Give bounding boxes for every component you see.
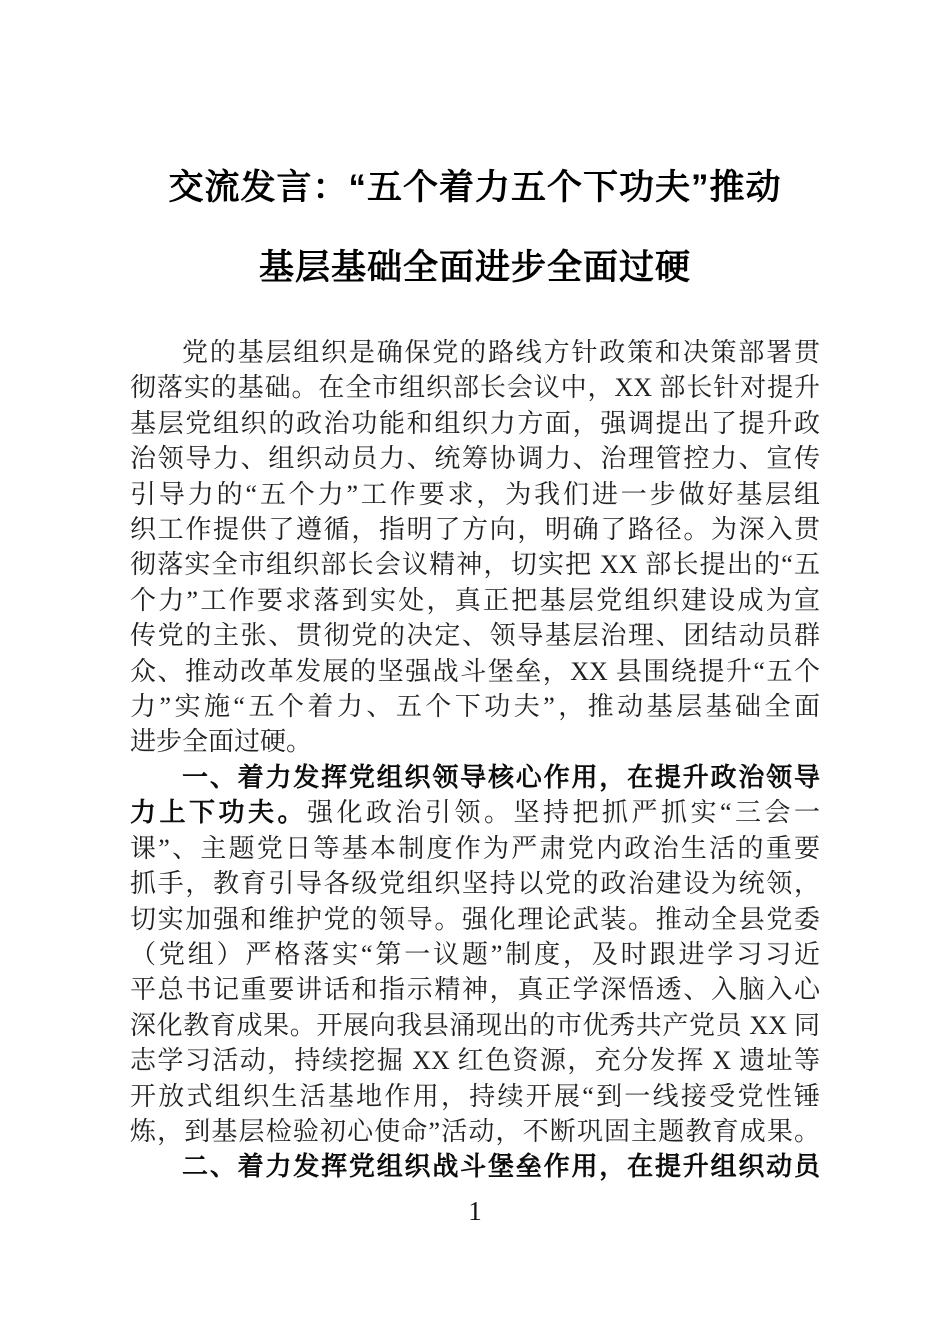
body-text-segment: 个力”工作要求落到实处，真正把基层党组织建设成为宣 [130, 585, 820, 615]
body-line [130, 972, 820, 1007]
body-text-segment: 力”实施“五个着力、五个下功夫”，推动基层基础全面 [130, 692, 820, 722]
body-text-segment: 炼，到基层检验初心使命”活动，不断巩固主题教育成果。 [130, 1116, 820, 1146]
body-text-segment: 彻落实的基础。在全市组织部长会议中，XX 部长针对提升 [130, 373, 820, 403]
body-line [130, 370, 820, 405]
body-text-segment: 引导力的“五个力”工作要求，为我们进一步做好基层组 [130, 479, 820, 509]
body-line [130, 406, 820, 441]
document-body [130, 335, 820, 1185]
body-text-segment: 传党的主张、贯彻党的决定、领导基层治理、团结动员群 [130, 621, 820, 651]
body-text-segment: 课”、主题党日等基本制度作为严肃党内政治生活的重要 [130, 833, 820, 863]
body-line [130, 335, 820, 370]
body-text-segment: 平总书记重要讲话和指示精神，真正学深悟透、入脑入心 [130, 975, 820, 1005]
body-text-segment: 一、着力发挥党组织领导核心作用，在提升政治领导 [182, 762, 820, 792]
body-line [130, 618, 820, 653]
body-text-segment: （党组）严格落实“第一议题”制度，及时跟进学习习近 [130, 939, 820, 969]
body-text-segment: 强化政治引领。坚持把抓严抓实“三会一 [306, 798, 820, 828]
document-title [0, 148, 950, 308]
body-text-segment: 众、推动改革发展的坚强战斗堡垒，XX 县围绕提升“五个 [130, 656, 820, 686]
body-line [130, 1114, 820, 1149]
body-text-segment: 深化教育成果。开展向我县涌现出的市优秀共产党员 XX 同 [130, 1010, 820, 1040]
body-line [130, 724, 820, 759]
body-line [130, 1149, 820, 1184]
body-text-segment: 抓手，教育引导各级党组织坚持以党的政治建设为统领， [130, 869, 820, 899]
body-line [130, 441, 820, 476]
body-line [130, 1079, 820, 1114]
body-line [130, 866, 820, 901]
body-line [130, 654, 820, 689]
body-line [130, 902, 820, 937]
body-text-segment: 志学习活动，持续挖掘 XX 红色资源，充分发挥 X 遗址等 [130, 1046, 820, 1076]
body-text-segment: 力上下功夫。 [130, 798, 307, 828]
body-line [130, 937, 820, 972]
body-line [130, 1043, 820, 1078]
body-line [130, 477, 820, 512]
body-line [130, 831, 820, 866]
body-text-segment: 党的基层组织是确保党的路线方针政策和决策部署贯 [182, 338, 820, 367]
body-text-segment: 开放式组织生活基地作用，持续开展“到一线接受党性锤 [130, 1081, 820, 1111]
page-number: 1 [468, 1195, 482, 1226]
body-text-segment: 织工作提供了遵循，指明了方向，明确了路径。为深入贯 [130, 515, 820, 545]
body-line [130, 583, 820, 618]
body-line [130, 760, 820, 795]
title-line-1: 交流发言：“五个着力五个下功夫”推动 [168, 168, 782, 207]
body-text-segment: 治领导力、组织动员力、统筹协调力、治理管控力、宣传 [130, 444, 820, 474]
body-line [130, 547, 820, 582]
body-text-segment: 切实加强和维护党的领导。强化理论武装。推动全县党委 [130, 904, 820, 934]
title-line-2: 基层基础全面进步全面过硬 [258, 248, 691, 287]
body-line [130, 689, 820, 724]
body-line [130, 1008, 820, 1043]
body-text-segment: 进步全面过硬。 [130, 727, 313, 757]
body-text-segment: 基层党组织的政治功能和组织力方面，强调提出了提升政 [130, 408, 820, 438]
body-line [130, 512, 820, 547]
body-line [130, 795, 820, 830]
body-text-segment: 二、着力发挥党组织战斗堡垒作用，在提升组织动员 [182, 1152, 820, 1182]
body-text-segment: 彻落实全市组织部长会议精神，切实把 XX 部长提出的“五 [130, 550, 820, 580]
